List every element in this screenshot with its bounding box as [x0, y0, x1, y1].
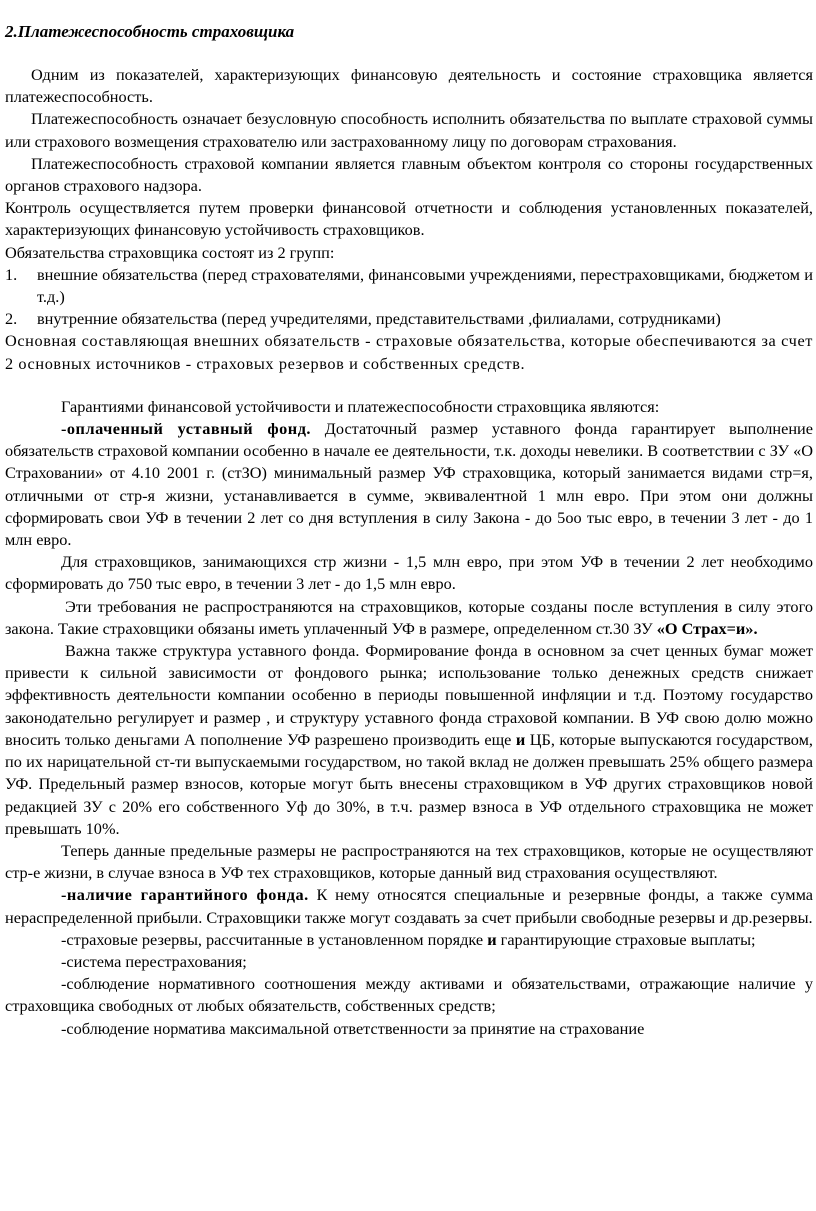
- paragraph-16: -соблюдение нормативного соотношения между активами и обязательствами, отражающие наличие у страховщика свободных от любых обязательств, собственных средств;: [5, 974, 813, 1016]
- paragraph-9: Для страховщиков, занимающихся стр жизни - 1,5 млн евро, при этом УФ в течении 2 лет необходимо сформировать до 750 тыс евро, в течении 3 лет - до 1,5 млн евро.: [5, 552, 813, 594]
- paragraph-text: гарантирующие страховые выплаты;: [496, 929, 756, 949]
- paragraph-5: Обязательства страховщика состоят из 2 групп:: [5, 242, 335, 262]
- paragraph-1: Одним из показателей, характеризующих финансовую деятельность и состояние страховщика является платежеспособность.: [5, 65, 813, 107]
- list-item: [5, 264, 813, 308]
- paragraph-text: К нему относятся специальные и резервные фонды, а также сумма нераспределенной прибыли. Страховщики также могут создавать за счет прибыли свободные резервы и др.резервы.: [5, 885, 813, 927]
- paragraph-text: -страховые резервы, рассчитанные в установленном порядке: [61, 929, 488, 949]
- obligations-list: [5, 264, 813, 331]
- list-item-text: внешние обязательства (перед страхователями, финансовыми учреждениями, перестраховщиками, бюджетом и т.д.): [37, 264, 813, 307]
- paragraph-2: Платежеспособность означает безусловную способность исполнить обязательства по выплате страховой суммы или страхового возмещения страхователю или застрахованному лицу по договорам страхования.: [5, 109, 813, 151]
- bold-word: и: [487, 929, 497, 949]
- paragraph-4: Контроль осуществляется путем проверки финансовой отчетности и соблюдения установленных показателей, характеризующих финансовую устойчивость страховщиков.: [5, 198, 813, 240]
- paragraph-11: [5, 640, 813, 840]
- paragraph-8: [5, 418, 813, 551]
- bold-lead: -наличие гарантийного фонда.: [61, 885, 309, 905]
- list-item-number: 2.: [5, 309, 18, 329]
- list-item-text: внутренние обязательства (перед учредителями, представительствами ,филиалами, сотрудниками): [37, 309, 721, 329]
- paragraph-12: Теперь данные предельные размеры не распространяются на тех страховщиков, которые не осуществляют стр-е жизни, в случае взноса в УФ тех страховщиков, которые данный вид страхования осуществляют.: [5, 840, 813, 883]
- document-page: [5, 20, 813, 1040]
- paragraph-text: ЦБ, которые выпускаются государством, по их нарицательной ст-ти выпускаемыми государством, но такой вклад не должен превышать 25% общего размера УФ. Предельный размер взносов, которые могут быть внесены страховщиком в УФ других страховщиков новой редакцией ЗУ с 20% его собственного Уф до 30%, в т.ч. размер взноса в УФ отдельного страховщика не может превышать 10%.: [5, 729, 813, 838]
- paragraph-10: [5, 596, 813, 640]
- paragraph-7: Гарантиями финансовой устойчивости и платежеспособности страховщика являются:: [61, 396, 660, 416]
- paragraph-17: -соблюдение норматива максимальной ответственности за принятие на страхование: [61, 1018, 645, 1038]
- bold-word: и: [515, 729, 526, 749]
- list-item-number: 1.: [5, 264, 18, 284]
- bold-lead: -оплаченный уставный фонд.: [61, 419, 311, 439]
- paragraph-3: Платежеспособность страховой компании является главным объектом контроля со стороны государственных органов страхового надзора.: [5, 153, 813, 196]
- paragraph-15: -система перестрахования;: [61, 951, 247, 971]
- paragraph-text: Эти требования не распространяются на страховщиков, которые созданы после вступления в силу этого закона. Такие страховщики обязаны иметь уплаченный УФ в размере, определенном ст.30 ЗУ: [5, 596, 813, 638]
- bold-tail: «О Страх=и».: [656, 618, 758, 638]
- paragraph-6: Основная составляющая внешних обязательств - страховые обязательства, которые обеспечиваются за счет 2 основных источников - страховых резервов и собственных средств.: [5, 331, 813, 373]
- paragraph-text: Важна также структура уставного фонда. Формирование фонда в основном за счет ценных бумаг может привести к сильной зависимости от фондового рынка; использование только денежных средств снижает эффективность деятельности компании особенно в периоды повышенной инфляции и т.д. Поэтому государство законодательно регулирует и размер , и структуру уставного фонда страховой компании. В УФ свою долю можно вносить только деньгами А пополнение УФ разрешено производить еще: [5, 641, 813, 749]
- section-title: 2.Платежеспособность страховщика: [5, 22, 295, 41]
- paragraph-text: Достаточный размер уставного фонда гарантирует выполнение обязательств страховой компании особенно в начале ее деятельности, т.к. доходы невелики. В соответствии с ЗУ «О Страховании» от 4.10 2001 г. (стЗО) минимальный размер УФ страховщика, который занимается видами стр=я, отличными от стр-я жизни, устанавливается в сумме, эквивалентной 1 млн евро. При этом они должны сформировать свои УФ в течении 2 лет со дня вступления в силу Закона - до 5оо тыс евро, в течении 3 лет - до 1 млн евро.: [5, 419, 813, 550]
- paragraph-14: [5, 929, 813, 951]
- paragraph-13: [5, 884, 813, 928]
- list-item: [5, 308, 813, 330]
